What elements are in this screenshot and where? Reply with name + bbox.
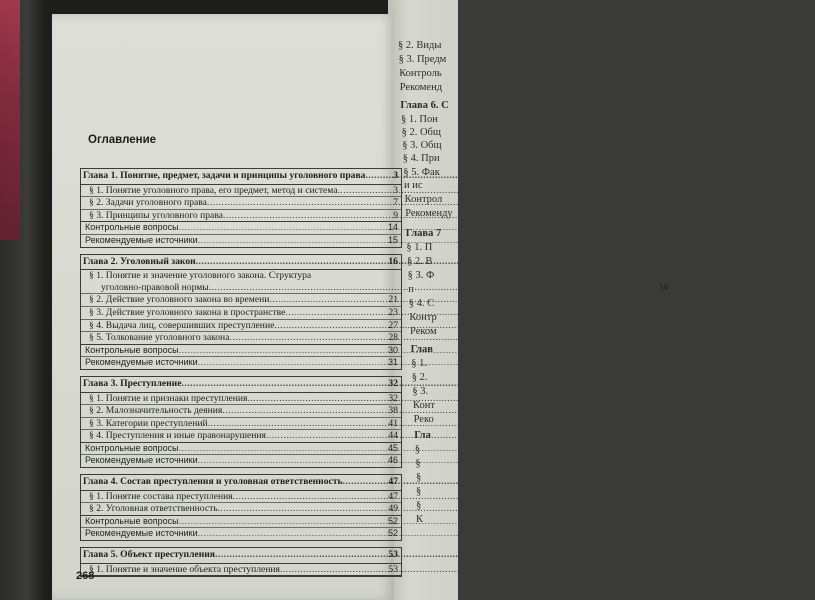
toc-page-number: 27: [388, 319, 398, 331]
toc-entry-title: Рекомендуемые источники: [85, 455, 198, 466]
leader-dots: [266, 430, 387, 442]
toc-tail-row[interactable]: [81, 357, 401, 369]
chapter-title: Глава 1. Понятие, предмет, задачи и принципы уголовного права: [83, 170, 366, 181]
toc-page-number: 9: [393, 209, 398, 221]
adjacent-page-line: п: [408, 284, 414, 295]
adjacent-page-line: §: [416, 472, 422, 483]
toc-section-row[interactable]: [81, 332, 401, 345]
toc-entry-title: Контрольные вопросы: [85, 222, 179, 233]
toc-page-number: 28: [388, 332, 398, 344]
toc-page-number: 23: [388, 306, 398, 318]
adjacent-page-line: § 3. Общ: [402, 140, 442, 151]
leader-dots: [247, 393, 387, 405]
toc-entry-title: Рекомендуемые источники: [85, 234, 198, 245]
adjacent-page-line: § 1. П: [406, 242, 433, 253]
toc-page-number: 7: [393, 197, 398, 209]
leader-dots: [269, 294, 387, 306]
toc-section-row[interactable]: [81, 405, 401, 418]
leader-dots: [179, 443, 387, 455]
toc-entry-title: Рекомендуемые источники: [85, 528, 198, 539]
leader-dots: [198, 235, 387, 247]
adjacent-page-line: Контроль: [399, 68, 442, 79]
toc-page-number: 45: [387, 442, 398, 453]
toc-page-number: 32: [388, 392, 398, 404]
toc-section-row[interactable]: [81, 294, 401, 307]
leader-dots: [198, 528, 387, 540]
adjacent-page-line: Глава 6. С: [400, 100, 449, 111]
toc-page-number: 16: [659, 281, 669, 293]
leader-dots: [179, 222, 387, 234]
adjacent-page-line: §: [414, 444, 421, 455]
leader-dots: [233, 491, 388, 503]
adjacent-page-line: Глав: [410, 344, 433, 355]
chapter-title: Глава 3. Преступление: [83, 377, 182, 389]
chapter-title: Глава 4. Состав преступления и уголовная ответственность: [83, 476, 343, 488]
adjacent-page-line: Контр: [409, 312, 437, 323]
toc-page-number: 53: [388, 563, 398, 575]
chapter-title: Глава 2. Уголовный закон: [83, 255, 196, 267]
leader-dots: [223, 210, 392, 222]
toc-section-row[interactable]: [81, 320, 401, 333]
toc-page-number: 46: [387, 455, 398, 466]
toc-section-row[interactable]: [81, 418, 401, 431]
adjacent-page-line: Рекоменд: [399, 82, 443, 93]
toc-tail-row[interactable]: [81, 235, 401, 247]
toc-page-number: 3: [393, 170, 398, 181]
leader-dots: [179, 516, 387, 528]
toc-section-row[interactable]: [81, 307, 401, 320]
toc-page-number: 32: [388, 377, 398, 389]
chapter-block: [80, 376, 402, 468]
toc-entry-title: § 1. Понятие и значение уголовного закона. Структура: [89, 270, 312, 282]
page-number: 268: [76, 570, 95, 582]
toc-page-number: 38: [388, 405, 398, 417]
adjacent-page-line: § 3. Ф: [407, 270, 435, 281]
leader-dots: [229, 332, 387, 344]
leader-dots: [338, 185, 393, 197]
chapter-title-row[interactable]: [81, 548, 401, 564]
leader-dots: [222, 405, 387, 417]
toc-page-number: 49: [388, 503, 398, 515]
adjacent-page-line: §: [416, 500, 422, 511]
leader-dots: [365, 170, 392, 182]
leader-dots: [179, 345, 387, 357]
leader-dots: [209, 282, 658, 294]
toc-entry-title: § 1. Понятие уголовного права, его предмет, метод и система: [89, 184, 338, 196]
leader-dots: [274, 320, 387, 332]
adjacent-page-line: Глава 7: [405, 228, 442, 239]
toc-entry-title: § 1. Понятие и признаки преступления: [89, 392, 248, 404]
adjacent-page-line: Реком: [410, 326, 437, 337]
toc-tail-row[interactable]: [81, 443, 401, 456]
chapter-block: [80, 547, 402, 577]
adjacent-page-line: § 3. Предм: [398, 54, 447, 65]
toc-entry-title: § 2. Действие уголовного закона во времени: [89, 294, 270, 306]
toc-entry-title: Контрольные вопросы: [85, 442, 179, 453]
adjacent-page-line: § 3.: [412, 386, 429, 397]
leader-dots: [181, 378, 387, 390]
leader-dots: [343, 476, 388, 488]
toc-entry-title: § 1. Понятие состава преступления: [89, 490, 233, 502]
adjacent-page-line: Реко: [413, 414, 434, 425]
leader-dots: [207, 197, 392, 209]
adjacent-page-line: § 2. Виды: [398, 40, 442, 51]
toc-page-number: 47: [388, 476, 398, 488]
adjacent-page-line: § 4. При: [402, 153, 440, 164]
toc-entry-title: § 2. Задачи уголовного права: [89, 197, 207, 209]
adjacent-page-line: §: [416, 486, 422, 497]
toc-entry-title-continued: уголовно-правовой нормы: [101, 281, 209, 293]
toc-entry-title: § 3. Принципы уголовного права: [89, 209, 223, 221]
adjacent-page-line: § 2.: [411, 372, 428, 383]
pink-book-cover: [0, 0, 20, 240]
adjacent-page-line: § 5. Фак: [403, 167, 440, 178]
toc-page-number: 41: [388, 417, 398, 429]
chapter-title: Глава 5. Объект преступления: [83, 549, 215, 561]
adjacent-page-line: § 4. С: [408, 298, 435, 309]
adjacent-page-line: Гла: [414, 430, 431, 441]
toc-tail-row[interactable]: [81, 345, 401, 358]
toc-entry-title: § 4. Преступления и иные правонарушения: [89, 430, 266, 442]
toc-heading: Оглавление: [88, 134, 157, 146]
toc-section-row[interactable]: [81, 197, 401, 210]
chapter-title-row[interactable]: [81, 475, 401, 491]
leader-dots: [280, 564, 387, 576]
toc-entry-title: § 3. Действие уголовного закона в пространстве: [89, 306, 286, 318]
toc-entry-title: § 3. Категории преступлений: [89, 417, 208, 429]
adjacent-page-line: Конт: [413, 400, 435, 411]
toc-page-number: 31: [387, 357, 398, 368]
toc-entry-title: § 2. Уголовная ответственность: [89, 503, 218, 515]
toc-section-row[interactable]: [81, 210, 401, 223]
toc-page-number: 30: [387, 344, 398, 355]
adjacent-page-line: К: [416, 514, 424, 525]
toc-page-number: 53: [388, 549, 398, 561]
leader-dots: [215, 549, 387, 561]
toc-page-number: 52: [387, 528, 398, 539]
toc-entry-title: § 5. Толкование уголовного закона: [89, 332, 230, 344]
adjacent-page-line: § 2. Общ: [401, 127, 441, 138]
toc-page-number: 3: [393, 184, 398, 196]
leader-dots: [198, 357, 387, 369]
adjacent-page-line: § 2. В: [407, 256, 433, 267]
chapter-title-row[interactable]: [81, 255, 401, 271]
toc-entry-title: Рекомендуемые источники: [85, 357, 198, 368]
chapter-title-row[interactable]: [81, 169, 401, 185]
toc-section-row[interactable]: [81, 503, 401, 516]
leader-dots: [285, 307, 387, 319]
leader-dots: [218, 503, 388, 515]
toc-tail-row[interactable]: [81, 222, 401, 235]
toc-page-number: 21: [388, 294, 398, 306]
toc-section-row[interactable]: [81, 491, 401, 504]
leader-dots: [198, 455, 387, 467]
toc-section-row[interactable]: [81, 393, 401, 406]
toc-page-number: 15: [387, 234, 398, 245]
toc-tail-row[interactable]: [81, 455, 401, 467]
toc-page-number: 44: [388, 430, 398, 442]
toc-page-number: 14: [387, 222, 398, 233]
chapter-block: [80, 168, 402, 248]
adjacent-page-line: Контрол: [404, 194, 443, 205]
toc-section-row[interactable]: [81, 430, 401, 443]
leader-dots: [196, 256, 388, 268]
leader-dots: [208, 418, 388, 430]
chapter-block: [80, 474, 402, 541]
toc-tail-row[interactable]: [81, 516, 401, 529]
adjacent-page-line: § 1. Пон: [401, 114, 438, 125]
toc-entry-title: Контрольные вопросы: [85, 344, 179, 355]
toc-page-number: 52: [387, 515, 398, 526]
adjacent-page-line: и ис: [404, 180, 423, 191]
toc-entry-title: § 1. Понятие и значение объекта преступления: [89, 563, 280, 575]
toc-tail-row[interactable]: [81, 528, 401, 540]
adjacent-page-line: Рекоменду: [405, 208, 453, 219]
toc-entry-title: Контрольные вопросы: [85, 515, 179, 526]
toc-entry-title: § 2. Малозначительность деяния: [89, 405, 223, 417]
toc-section-row[interactable]: [81, 185, 401, 198]
toc-page-number: 16: [388, 255, 398, 267]
toc-entry-title: § 4. Выдача лиц, совершивших преступление: [89, 319, 275, 331]
adjacent-page-line: §: [415, 458, 421, 469]
toc-section-row[interactable]: [81, 564, 401, 577]
chapter-title-row[interactable]: [81, 377, 401, 393]
toc-page-number: 47: [388, 490, 398, 502]
adjacent-page-line: § 1.: [411, 358, 427, 369]
